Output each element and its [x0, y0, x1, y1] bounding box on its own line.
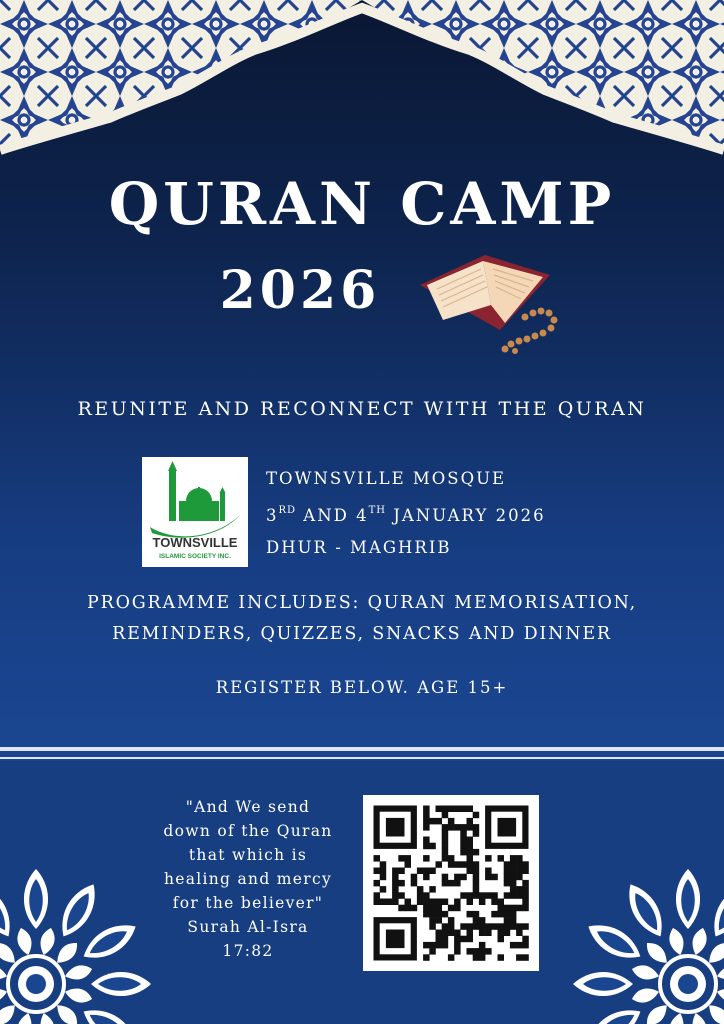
programme-description: PROGRAMME INCLUDES: QURAN MEMORISATION, REMINDERS, QUIZZES, SNACKS AND DINNER — [87, 593, 637, 644]
open-quran-with-prayer-beads-icon — [415, 245, 565, 360]
mosque-logo-icon — [142, 457, 248, 567]
divider — [0, 757, 724, 759]
event-time: DHUR - MAGHRIB — [266, 538, 452, 557]
registration-qr-code[interactable] — [363, 795, 539, 971]
event-date: 3RD AND 4TH JANUARY 2026 — [266, 505, 546, 525]
event-year: 2026 — [219, 260, 381, 321]
event-details — [266, 463, 546, 564]
islamic-pattern-header — [0, 0, 724, 190]
quran-quote: "And We send down of the Quran that which is healing and mercy for the believer" Surah Al-Isra 17:82 — [163, 798, 333, 960]
townsville-islamic-society-logo — [142, 457, 248, 567]
divider — [0, 747, 724, 751]
logo-subtitle: ISLAMIC SOCIETY INC. — [159, 553, 231, 560]
tagline: REUNITE AND RECONNECT WITH THE QURAN — [77, 398, 647, 420]
mandala-ornament-right — [568, 864, 724, 1024]
venue: TOWNSVILLE MOSQUE — [266, 469, 507, 488]
mandala-ornament-left — [0, 864, 156, 1024]
logo-name: TOWNSVILLE — [152, 535, 238, 550]
event-title: QURAN CAMP — [108, 170, 616, 238]
register-note: REGISTER BELOW. AGE 15+ — [215, 678, 509, 697]
qr-code-icon[interactable] — [363, 795, 539, 971]
